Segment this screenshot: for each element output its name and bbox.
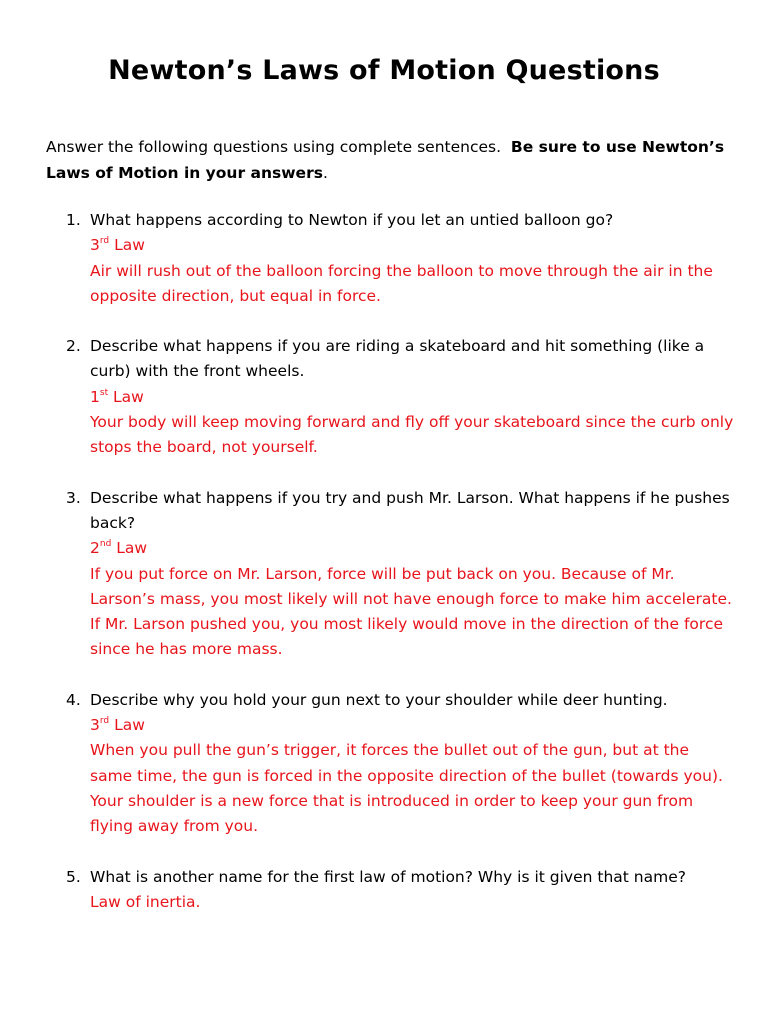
law-label xyxy=(90,385,736,410)
question-number: 1. xyxy=(66,211,81,229)
question-number: 2. xyxy=(66,337,81,356)
question-3 xyxy=(46,486,736,663)
law-label xyxy=(90,233,736,258)
law-word: Law xyxy=(116,539,148,558)
answer-text: Air will rush out of the balloon forcing the balloon to move through the air in the opposite direction, but equal in force. xyxy=(90,261,713,305)
question-list xyxy=(46,208,736,915)
question-4 xyxy=(46,688,736,840)
question-2 xyxy=(46,334,736,460)
question-5 xyxy=(46,865,736,916)
question-text: What is another name for the first law of motion? Why is it given that name? xyxy=(90,867,686,886)
question-number: 4. xyxy=(66,690,81,709)
law-number: 3 xyxy=(90,236,100,255)
law-word: Law xyxy=(114,236,145,255)
question-text: What happens according to Newton if you let an untied balloon go? xyxy=(90,211,614,229)
law-word: Law xyxy=(114,716,145,735)
law-number: 1 xyxy=(90,387,100,406)
question-text: Describe what happens if you are riding a skateboard and hit something (like a curb) with the front wheels. xyxy=(90,337,705,381)
answer-text: When you pull the gun’s trigger, it forces the bullet out of the gun, but at the same time, the gun is forced in the opposite direction of the bullet (towards you). Your shoulder is a new force that is introduced in order to keep your gun from flying away from you. xyxy=(90,741,723,836)
instructions-emphasis: Be sure to use Newton’s Laws of Motion in your answers xyxy=(46,138,725,182)
question-text: Describe what happens if you try and push Mr. Larson. What happens if he pushes back? xyxy=(90,488,730,532)
law-number: 2 xyxy=(90,539,100,558)
law-number: 3 xyxy=(90,716,100,735)
law-suffix: rd xyxy=(99,716,110,727)
instructions xyxy=(46,134,726,186)
law-label xyxy=(90,713,736,738)
law-word: Law xyxy=(113,387,144,406)
page-title: Newton’s Laws of Motion Questions xyxy=(108,55,660,86)
answer-text: If you put force on Mr. Larson, force will be put back on you. Because of Mr. Larson’s mass, you most likely will not have enough force to make him accelerate. If Mr. Larson pushed you, you most likely would move in the direction of the force since he has more mass. xyxy=(90,564,732,659)
question-text: Describe why you hold your gun next to your shoulder while deer hunting. xyxy=(90,690,668,709)
law-suffix: nd xyxy=(99,539,112,550)
question-number: 3. xyxy=(66,488,81,507)
instructions-period: . xyxy=(322,164,328,182)
instructions-text: Answer the following questions using complete sentences. xyxy=(46,138,502,156)
law-suffix: rd xyxy=(99,236,110,247)
question-number: 5. xyxy=(66,867,81,886)
law-suffix: st xyxy=(99,387,109,398)
law-label xyxy=(90,536,736,561)
question-1 xyxy=(46,208,736,309)
answer-text: Your body will keep moving forward and fly off your skateboard since the curb only stops the board, not yourself. xyxy=(90,413,734,457)
answer-text: Law of inertia. xyxy=(90,892,201,911)
